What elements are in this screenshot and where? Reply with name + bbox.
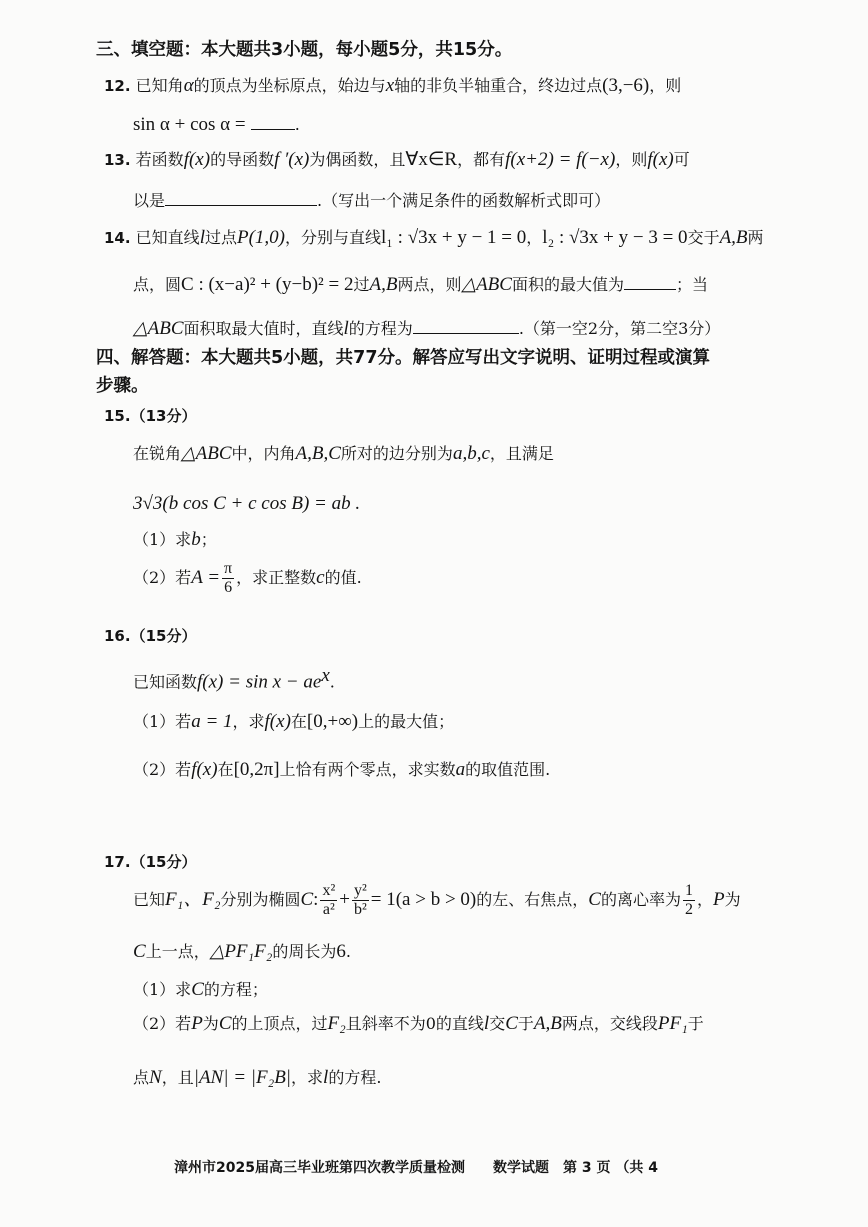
q17-ellipse-y-fraction: $\frac{\text{y²}}{\text{b²}}$ [353, 882, 367, 918]
q15-equation: 3√3(b cos C + c cos B) = ab . [133, 493, 361, 514]
q17-stem-line-1: 已知F₁、F₂分别为椭圆C: $\frac{\text{x²}}{\text{a²}}$ + $\frac{\text{y²}}{\text{b²}}$ = 1(a > b > 0)的左、右焦点，C的离心率为 $\frac{1}{2}$ ，P为 [133, 882, 741, 918]
q14-answer-blank-2[interactable] [413, 318, 519, 334]
q13-answer-blank[interactable] [165, 190, 317, 206]
section-4-title-line-2: 步骤。 [96, 376, 149, 396]
q14-number: 14. [104, 229, 131, 247]
q17-header: 17.（15分） [104, 853, 197, 871]
q15-stem: 在锐角△ABC中，内角A,B,C所对的边分别为a,b,c，且满足 [133, 443, 554, 464]
q12-line-1: 12. 已知角α的顶点为坐标原点，始边与x轴的非负半轴重合，终边过点(3,−6)，则 [104, 75, 682, 96]
q12-expression: sin α + cos α = [133, 114, 246, 135]
q16-part-2: （2）若f(x)在[0,2π]上恰有两个零点，求实数a的取值范围. [133, 759, 551, 780]
section-3-title: 三、填空题：本大题共3小题，每小题5分，共15分。 [96, 40, 513, 60]
q17-eccentricity-fraction: $\frac{1}{2}$ [684, 882, 693, 918]
q13-line-1: 13. 若函数f(x)的导函数f ′(x)为偶函数，且∀x∈R，都有f(x+2) = f(−x)，则f(x)可 [104, 149, 690, 170]
q15-part-1: （1）求b； [133, 529, 217, 550]
q12-number: 12. [104, 77, 131, 95]
q16-header: 16.（15分） [104, 627, 197, 645]
q15-part-2: （2）若A = $\frac{\pi}{6}$ ，求正整数c的值. [133, 560, 362, 596]
q14-line-3: △ABC面积取最大值时，直线l的方程为 .（第一空2分，第二空3分） [133, 318, 721, 339]
section-4-title-line-1: 四、解答题：本大题共5小题，共77分。解答应写出文字说明、证明过程或演算 [96, 348, 711, 368]
q14-line-2: 点，圆C : (x−a)² + (y−b)² = 2过A,B两点，则△ABC面积的最大值为 ；当 [133, 274, 708, 295]
q17-ellipse-x-fraction: $\frac{\text{x²}}{\text{a²}}$ [322, 882, 336, 918]
q16-stem: 已知函数$f(x) = \sin x - ae^x$. [133, 665, 335, 693]
page-footer: 漳州市2025届高三毕业班第四次教学质量检测 数学试题 第 3 页 （共 4 [174, 1160, 658, 1176]
q14-answer-blank-1[interactable] [624, 274, 676, 290]
q17-part-2-line-2: 点N，且|AN| = |F₂B|，求l的方程. [133, 1067, 382, 1088]
q17-part-2-line-1: （2）若P为C的上顶点，过F₂且斜率不为0的直线l交C于A,B两点，交线段PF₁于 [133, 1013, 704, 1034]
q17-stem-line-2: C上一点，△PF₁F₂的周长为6. [133, 941, 351, 962]
q12-answer-blank[interactable] [251, 114, 295, 130]
q14-line-1: 14. 已知直线l过点P(1,0)，分别与直线l₁ : √3x + y − 1 = 0，l₂ : √3x + y − 3 = 0交于A,B两 [104, 227, 764, 248]
q16-part-1: （1）若a = 1，求f(x)在[0,+∞)上的最大值； [133, 711, 455, 732]
q13-number: 13. [104, 151, 131, 169]
q15-header: 15.（13分） [104, 407, 197, 425]
q12-line-2: sin α + cos α = . [133, 114, 300, 135]
q15-fraction: $\frac{\pi}{6}$ [224, 560, 233, 596]
q17-part-1: （1）求C的方程； [133, 979, 268, 1000]
q13-line-2: 以是 .（写出一个满足条件的函数解析式即可） [133, 191, 611, 210]
